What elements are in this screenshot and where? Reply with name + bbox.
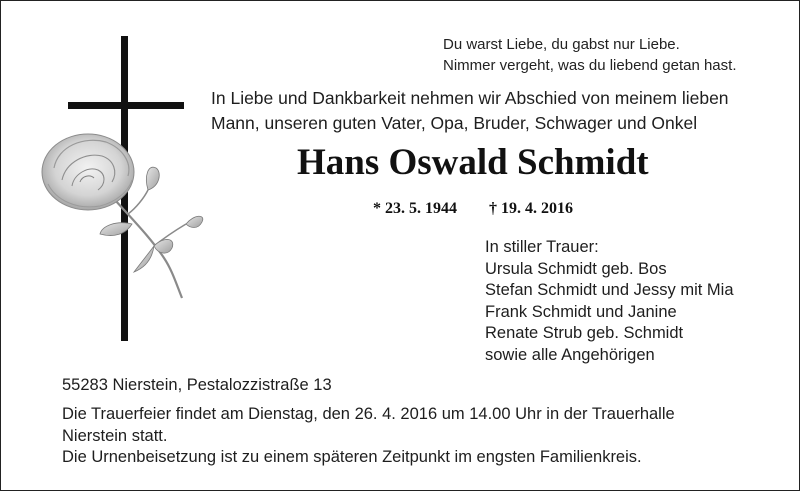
mourner-entry: sowie alle Angehörigen (485, 345, 655, 364)
birth-date: * 23. 5. 1944 (373, 200, 457, 217)
mourners-heading: In stiller Trauer: (485, 238, 599, 256)
life-dates (373, 199, 573, 219)
motto-verse (443, 34, 737, 76)
motto-line: Nimmer vergeht, was du liebend getan hast. (443, 57, 737, 74)
notice-line: Nierstein statt. (62, 426, 168, 445)
notice-line: Die Urnenbeisetzung ist zu einem späteren Zeitpunkt im engsten Familienkreis. (62, 448, 642, 466)
motto-line: Du warst Liebe, du gabst nur Liebe. (443, 36, 680, 53)
mourner-entry: Stefan Schmidt und Jessy mit Mia (485, 281, 734, 299)
mourners-list (485, 237, 734, 366)
death-date: † 19. 4. 2016 (489, 200, 573, 217)
intro-line: Mann, unseren guten Vater, Opa, Bruder, Schwager und Onkel (211, 113, 698, 133)
deceased-name: Hans Oswald Schmidt (297, 142, 649, 183)
mourner-entry: Ursula Schmidt geb. Bos (485, 259, 667, 278)
funeral-notice (62, 404, 762, 469)
notice-line: Die Trauerfeier findet am Dienstag, den 26. 4. 2016 um 14.00 Uhr in der Trauerhalle (62, 405, 675, 423)
rose-icon (36, 128, 211, 303)
mourner-entry: Renate Strub geb. Schmidt (485, 324, 684, 342)
mourner-entry: Frank Schmidt und Janine (485, 302, 677, 321)
family-address: 55283 Nierstein, Pestalozzistraße 13 (62, 376, 332, 394)
intro-line: In Liebe und Dankbarkeit nehmen wir Abschied von meinem lieben (211, 88, 729, 108)
intro-text (211, 86, 729, 136)
